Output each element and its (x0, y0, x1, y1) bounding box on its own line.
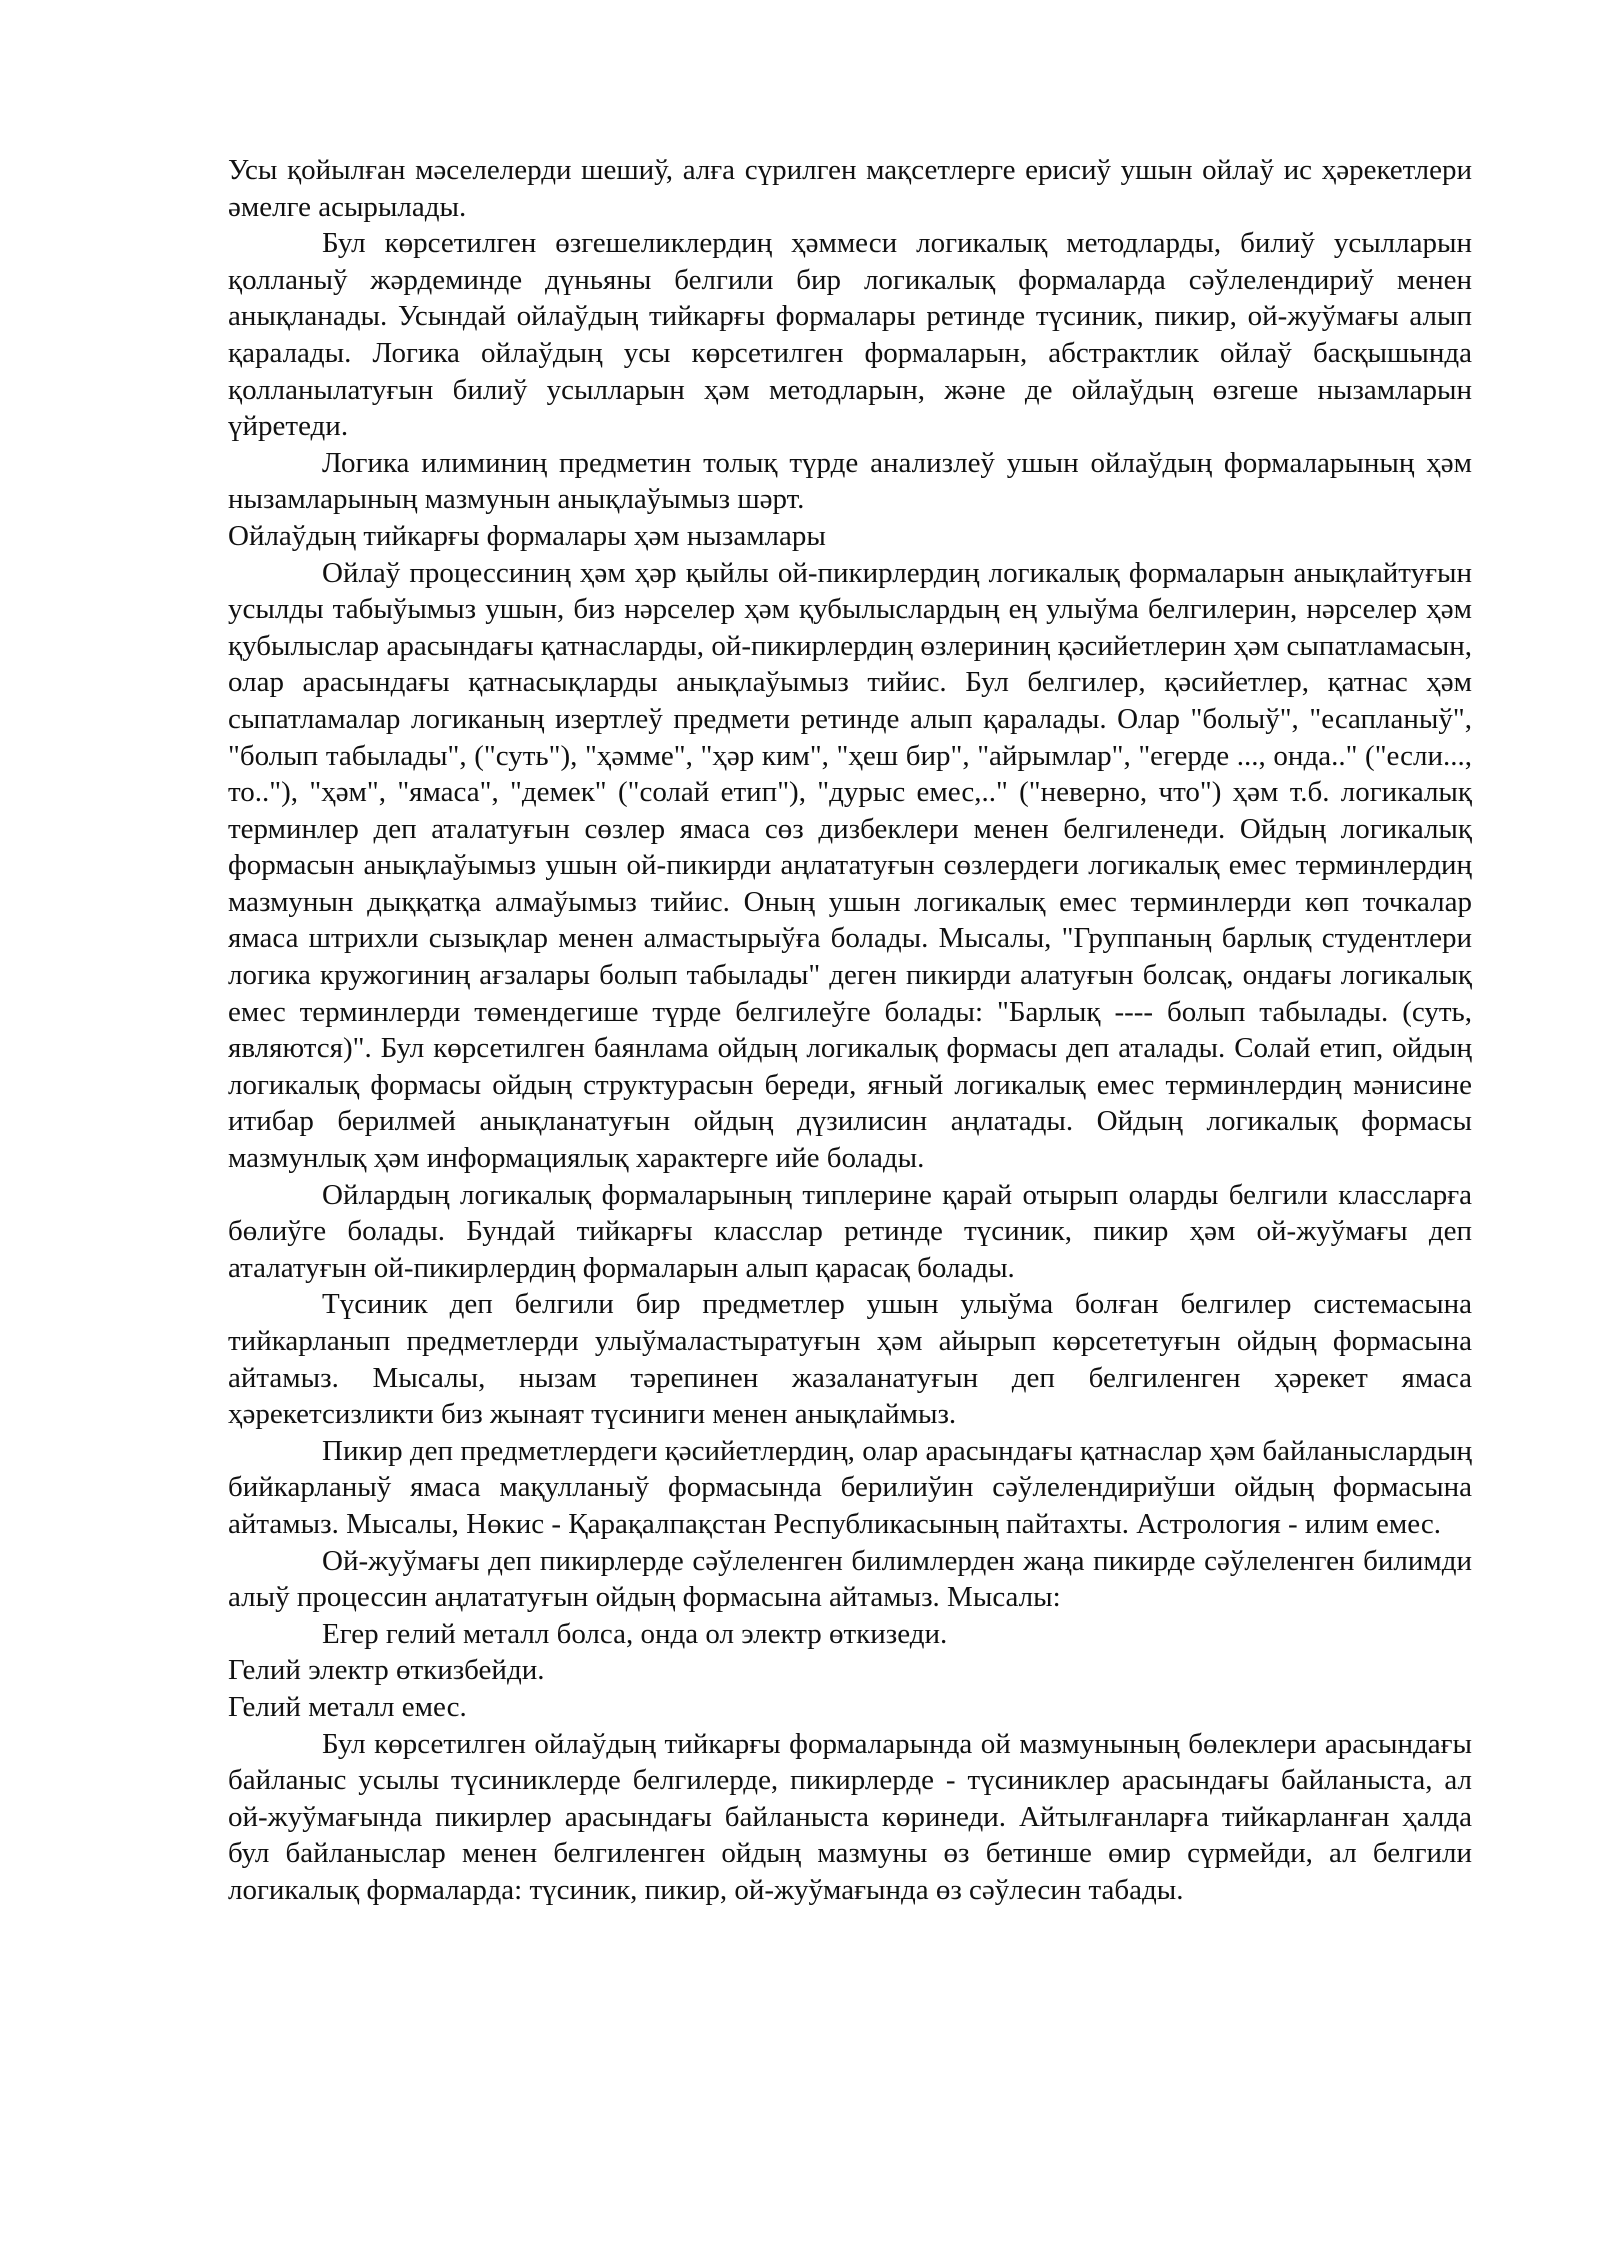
paragraph-3: Логика илиминиң предметин толық түрде анализлеў ушын ойлаўдың формаларының ҳәм нызамларының мазмунын анықлаўымыз шәрт. (228, 446, 1472, 516)
example-premise-1: Егер гелий металл болса, онда ол электр өткизеди. (322, 1617, 948, 1650)
paragraph-8: Ой-жуўмағы деп пикирлерде сәўлеленген билимлерден жаңа пикирде сәўлеленген билимди алыў процессин аңлататуғын ойдың формасына айтамыз. Мысалы: (228, 1544, 1472, 1614)
paragraph-2: Бул көрсетилген өзгешеликлердиң ҳәммеси логикалық методларды, билиў усылларын қолланыў жәрдеминде дүньяны белгили бир логикалық формаларда сәўлелендириў менен анықланады. Усындай ойлаўдың тийкарғы формалары ретинде түсиник, пикир, ой-жуўмағы алып қаралады. Логика ойлаўдың усы көрсетилген формаларын, абстрактлик ойлаў басқышында қолланылатуғын билиў усылларын ҳәм методларын, және де ойлаўдың өзгеше нызамларын үйретеди. (228, 227, 1472, 443)
paragraph-9: Бул көрсетилген ойлаўдың тийкарғы формаларында ой мазмунының бөлеклери арасындағы байланыс усылы түсиниклерде белгилерде, пикирлерде - түсиниклер арасындағы байланыста, ал ой-жуўмағында пикирлер арасындағы байланыста көринеди. Айтылғанларға тийкарланған ҳалда бул байланыслар менен белгиленген ойдың мазмуны өз бетинше өмир сүрмейди, ал белгили логикалық формаларда: түсиник, пикир, ой-жуўмағында өз сәўлесин табады. (228, 1727, 1472, 1906)
paragraph-6: Түсиник деп белгили бир предметлер ушын улыўма болған белгилер системасына тийкарланып предметлерди улыўмаластыратуғын ҳәм айырып көрсететуғын ойдың формасына айтамыз. Мысалы, нызам тәрепинен жазаланатуғын деп белгиленген ҳәрекет ямаса ҳәрекетсизликти биз жынаят түсиниги менен анықлаймыз. (228, 1288, 1472, 1431)
document-page (228, 152, 1472, 1909)
paragraph-7: Пикир деп предметлердеги қәсийетлердиң, олар арасындағы қатнаслар ҳәм байланыслардың бийкарланыў ямаса мақулланыў формасында берилиўин сәўлелендириўши ойдың формасына айтамыз. Мысалы, Нөкис - Қарақалпақстан Республикасының пайтахты. Астрология - илим емес. (228, 1434, 1472, 1540)
example-conclusion: Гелий металл емес. (228, 1690, 467, 1723)
paragraph-4: Ойлаў процессиниң ҳәм ҳәр қыйлы ой-пикирлердиң логикалық формаларын анықлайтуғын усылды табыўымыз ушын, биз нәрселер ҳәм қубылыслардың ең улыўма белгилерин, нәрселер ҳәм қубылыслар арасындағы қатнасларды, ой-пикирлердиң өзлериниң қәсийетлерин ҳәм сыпатламасын, олар арасындағы қатнасықларды анықлаўымыз тийис. Бул белгилер, қәсийетлер, қатнас ҳәм сыпатламалар логиканың изертлеў предмети ретинде алып қаралады. Олар "болыў", "есапланыў", "болып табылады", ("суть"), "ҳәмме", "ҳәр ким", "ҳеш бир", "айрымлар", "егерде ..., онда.." ("если..., то.."), "ҳәм", "ямаса", "демек" ("солай етип"), "дурыс емес,.." ("неверно, что") ҳәм т.б. логикалық терминлер деп аталатуғын сөзлер ямаса сөз дизбеклери менен белгиленеди. Ойдың логикалық формасын анықлаўымыз ушын ой-пикирди аңлататуғын сөзлердеги логикалық емес терминлердиң мазмунын дыққатқа алмаўымыз тийис. Оның ушын логикалық емес терминлерди көп точкалар ямаса штрихли сызықлар менен алмастырыўға болады. Мысалы, "Группаның барлық студентлери логика кружогиниң ағзалары болып табылады" деген пикирди алатуғын болсақ, ондағы логикалық емес терминлерди төмендегише түрде белгилеўге болады: "Барлық ---- болып табылады. (суть, являются)". Бул көрсетилген баянлама ойдың логикалық формасы деп аталады. Солай етип, ойдың логикалық формасы ойдың структурасын береди, яғный логикалық емес терминлердиң мәнисине итибар берилмей анықланатуғын ойдың дүзилисин аңлатады. Ойдың логикалық формасы мазмунлық ҳәм информациялық характерге ийе болады. (228, 556, 1472, 1175)
example-premise-2: Гелий электр өткизбейди. (228, 1654, 545, 1687)
section-heading: Ойлаўдың тийкарғы формалары ҳәм нызамлары (228, 519, 826, 552)
paragraph-5: Ойлардың логикалық формаларының типлерине қарай отырып оларды белгили классларға бөлиўге болады. Бундай тийкарғы класслар ретинде түсиник, пикир ҳәм ой-жуўмағы деп аталатуғын ой-пикирлердиң формаларын алып қарасақ болады. (228, 1178, 1472, 1284)
paragraph-1: Усы қойылған мәселелерди шешиў, алға сүрилген мақсетлерге ерисиў ушын ойлаў ис ҳәрекетлери әмелге асырылады. (228, 154, 1472, 223)
